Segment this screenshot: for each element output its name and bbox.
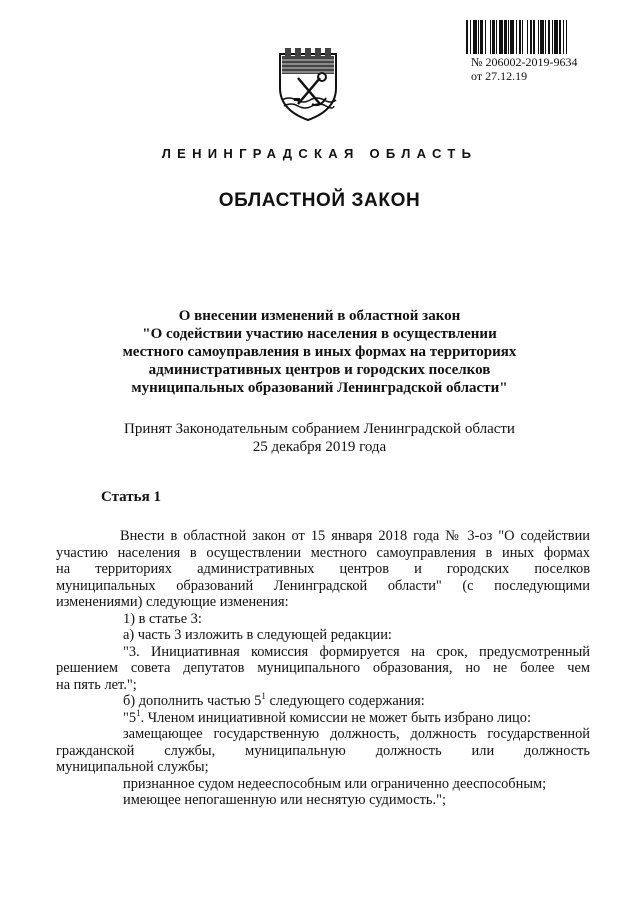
article-body — [56, 528, 590, 809]
quoted-line: на пять лет."; — [56, 676, 137, 693]
sub-item-line: замещающее государственную должность, должность государственной — [123, 726, 590, 742]
law-title — [60, 307, 579, 397]
title-line: муниципальных образований Ленинградской области" — [131, 380, 508, 396]
text-run: "5 — [123, 709, 137, 726]
superscript: 1 — [136, 707, 141, 718]
superscript: 1 — [261, 691, 266, 702]
adoption-date: 25 декабря 2019 года — [252, 439, 387, 455]
text-run: . Членом инициативной комиссии не может быть избрано лицо: — [140, 709, 531, 726]
list-item — [101, 693, 590, 710]
quoted-line: "3. Инициативная комиссия формируется на срок, предусмотренный — [123, 643, 590, 660]
quoted-line — [101, 707, 590, 727]
document-type-heading: ОБЛАСТНОЙ ЗАКОН — [218, 190, 421, 211]
body-line: муниципальных образований Ленинградской области" (с последующими — [56, 577, 590, 594]
coat-of-arms-icon — [276, 44, 340, 122]
sub-item-line: гражданской службы, муниципальную должность или должность — [56, 742, 590, 759]
adoption-line: Принят Законодательным собранием Ленинградской области — [124, 421, 515, 437]
registration-stamp — [471, 55, 577, 83]
body-line: участию населения в осуществлении местного самоуправления в иных формах — [56, 544, 590, 561]
registration-number: № 206002-2019-9634 — [471, 55, 578, 69]
list-item: 1) в статье 3: — [123, 610, 202, 627]
title-line: "О содействии участию населения в осуществлении — [142, 326, 497, 342]
title-line: местного самоуправления в иных формах на территориях — [122, 344, 517, 360]
text-run: следующего содержания: — [265, 693, 425, 709]
sub-item-line: муниципальной службы; — [56, 759, 209, 775]
quoted-line: решением совета депутатов муниципального образования, но не более чем — [56, 660, 590, 676]
barcode-bar — [567, 20, 569, 54]
body-line: на территориях административных центров и городских поселков — [56, 561, 590, 577]
title-line: О внесении изменений в областной закон — [178, 308, 461, 324]
body-line: Внести в областной закон от 15 января 2018 года № 3-оз "О содействии — [120, 528, 590, 544]
sub-item-line: признанное судом недееспособным или ограниченно дееспособным; — [123, 775, 547, 792]
barcode — [466, 20, 610, 54]
sub-item-line: имеющее непогашенную или неснятую судимость."; — [123, 792, 446, 808]
article-heading: Статья 1 — [101, 489, 161, 505]
body-line: изменениями) следующие изменения: — [56, 594, 289, 610]
adoption-note — [0, 420, 639, 456]
text-run: б) дополнить частью 5 — [123, 693, 262, 709]
registration-date: от 27.12.19 — [471, 69, 528, 83]
region-heading: ЛЕНИНГРАДСКАЯ ОБЛАСТЬ — [161, 146, 478, 161]
title-line: административных центров и городских поселков — [148, 362, 491, 378]
list-item: а) часть 3 изложить в следующей редакции: — [123, 627, 392, 643]
